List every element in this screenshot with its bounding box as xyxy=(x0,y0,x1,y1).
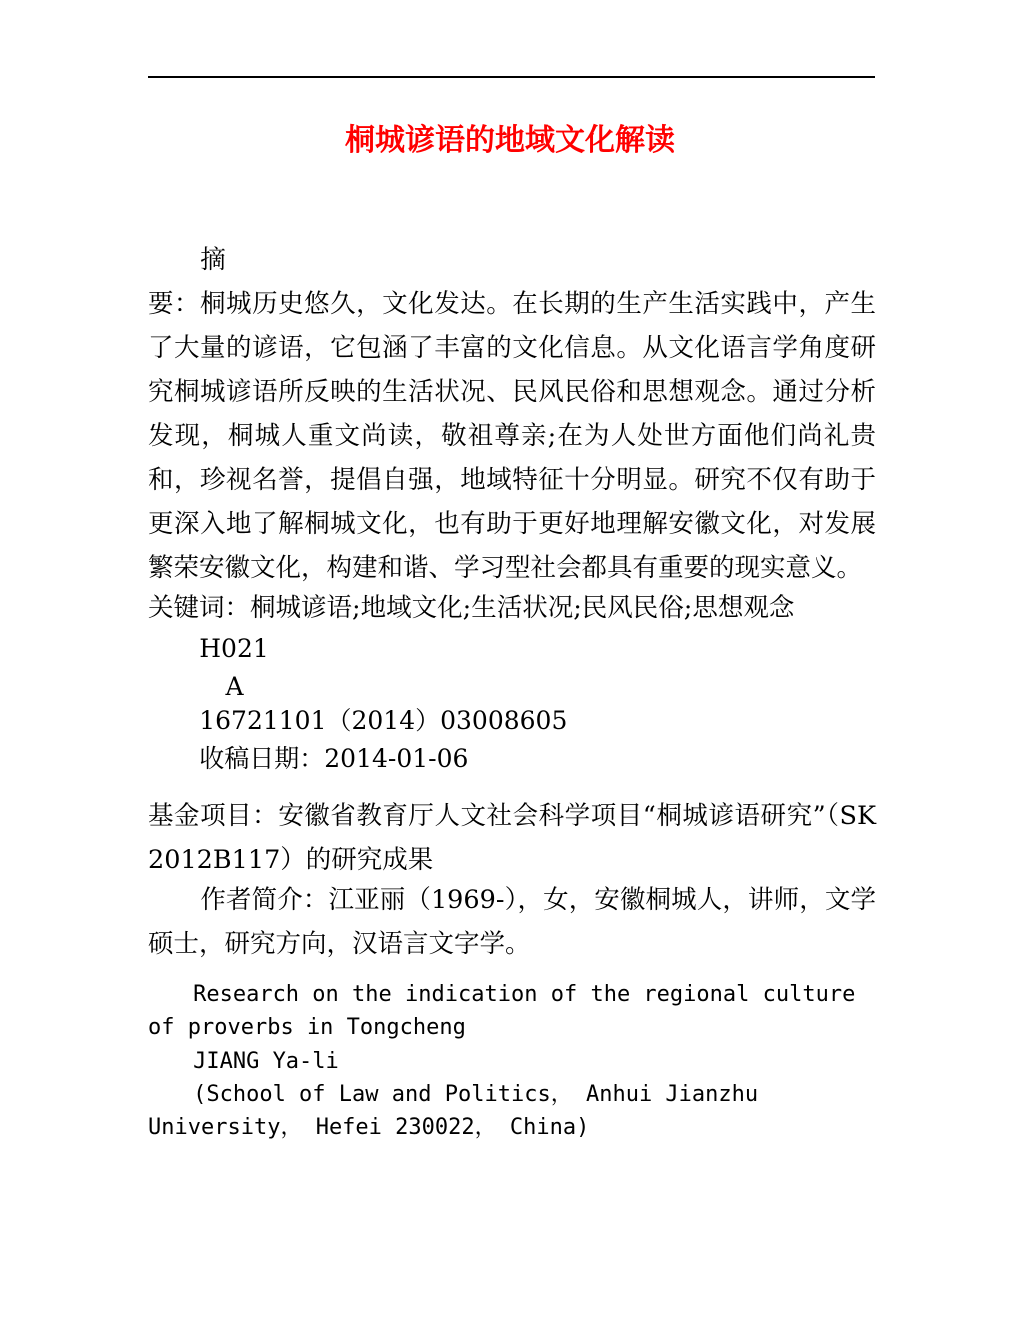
abstract-label: 摘 xyxy=(200,245,226,275)
english-author-text: JIANG Ya-li xyxy=(193,1049,339,1074)
keywords-value: 桐城谚语;地域文化;生活状况;民风民俗;思想观念 xyxy=(250,593,795,623)
author-bio-text: 作者简介：江亚丽（1969-），女，安徽桐城人，讲师，文学硕士，研究方向，汉语言文字学。 xyxy=(148,885,876,959)
author-bio-paragraph xyxy=(148,878,876,966)
keywords-label: 关键词： xyxy=(148,593,251,623)
fund-project-text: 基金项目：安徽省教育厅人文社会科学项目“桐城谚语研究”（SK2012B117）的研究成果 xyxy=(148,801,876,875)
page-title: 桐城谚语的地域文化解读 xyxy=(345,123,675,158)
english-affiliation-text: (School of Law and Politics， Anhui Jianzhu University， Hefei 230022， China) xyxy=(148,1082,772,1140)
document-code-value: A xyxy=(225,672,244,701)
fund-project-paragraph xyxy=(148,794,876,882)
article-id-value: 16721101（2014）03008605 xyxy=(199,706,568,735)
abstract-body: 要：桐城历史悠久，文化发达。在长期的生产生活实践中，产生了大量的谚语，它包涵了丰富的文化信息。从文化语言学角度研究桐城谚语所反映的生活状况、民风民俗和思想观念。通过分析发现，桐城人重文尚读，敬祖尊亲;在为人处世方面他们尚礼贵和，珍视名誉，提倡自强，地域特征十分明显。研究不仅有助于更深入地了解桐城文化，也有助于更好地理解安徽文化，对发展繁荣安徽文化，构建和谐、学习型社会都具有重要的现实意义。 xyxy=(148,289,876,583)
received-date-label: 收稿日期： xyxy=(199,744,325,773)
header-divider xyxy=(148,76,875,78)
abstract-paragraph xyxy=(148,238,876,590)
keywords-line xyxy=(148,586,876,630)
received-date-value: 2014-01-06 xyxy=(324,744,469,773)
english-affiliation xyxy=(148,1078,888,1177)
english-title-text: Research on the indication of the regional culture of proverbs in Tongcheng xyxy=(148,982,869,1040)
clc-code-value: H021 xyxy=(199,634,269,663)
